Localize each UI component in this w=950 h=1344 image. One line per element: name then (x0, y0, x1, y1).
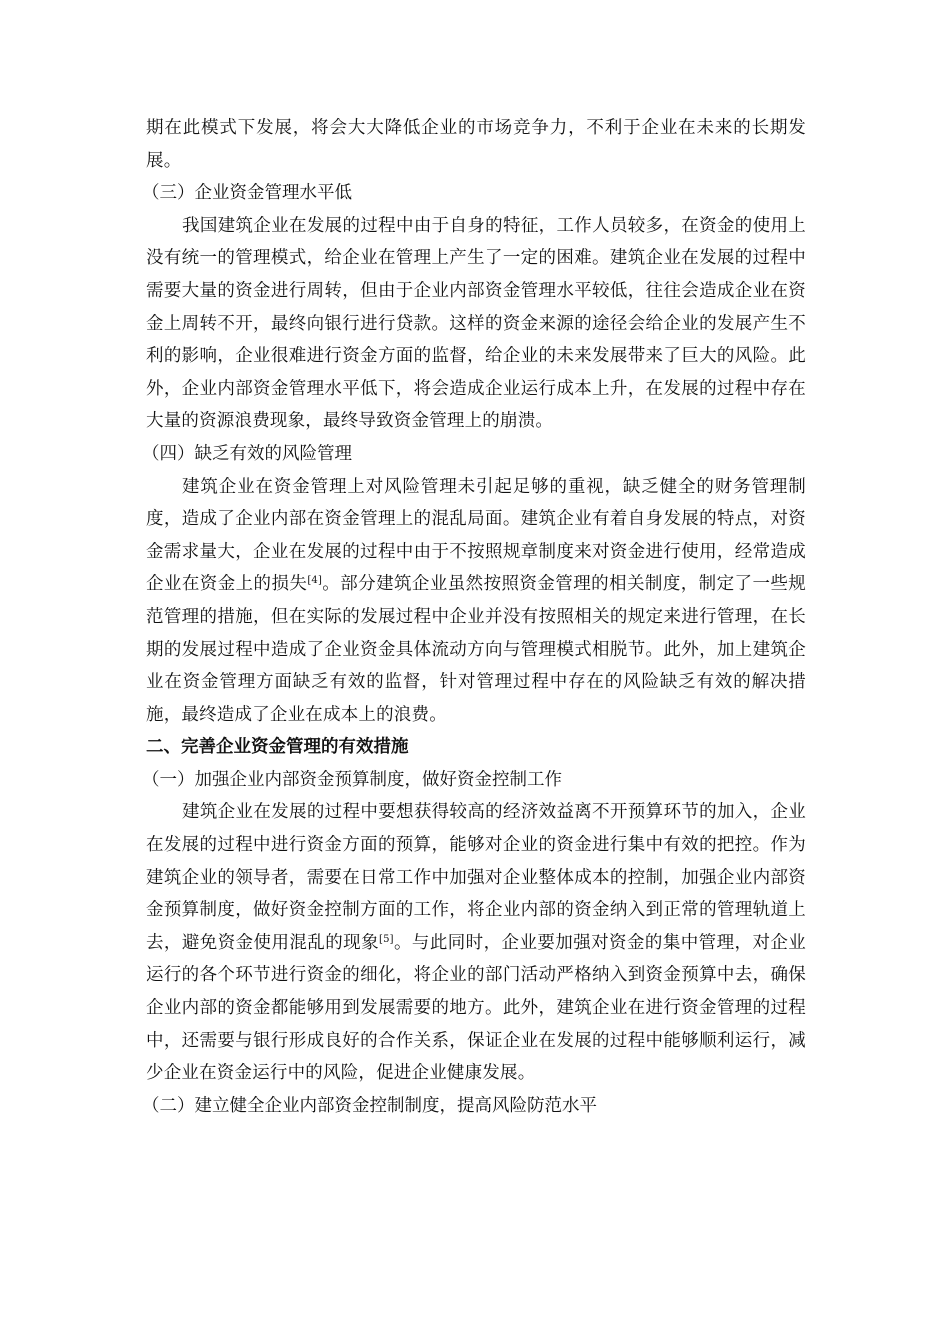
measure-1-text-part2: 。与此同时，企业要加强对资金的集中管理，对企业运行的各个环节进行资金的细化，将企业的部门活动严格纳入到资金预算中去，确保企业内部的资金都能够用到发展需要的地方。此外，建筑企业在进行资金管理的过程中，还需要与银行形成良好的合作关系，保证企业在发展的过程中能够顺利运行，减少企业在资金运行中的风险，促进企业健康发展。 (146, 932, 806, 1084)
continuation-paragraph: 期在此模式下发展，将会大大降低企业的市场竞争力，不利于企业在未来的长期发展。 (146, 118, 806, 171)
section-4-text-part1: 建筑企业在资金管理上对风险管理未引起足够的重视，缺乏健全的财务管理制度，造成了企业内部在资金管理上的混乱局面。建筑企业有着自身发展的特点，对资金需求量大，企业在发展的过程中由于不按照规章制度来对资金进行使用，经常造成企业在资金上的损失 (146, 476, 806, 595)
measure-2-heading: （二）建立健全企业内部资金控制制度，提高风险防范水平 (142, 1095, 597, 1116)
measure-1-paragraph (146, 796, 806, 1089)
section-3-paragraph: 我国建筑企业在发展的过程中由于自身的特征，工作人员较多，在资金的使用上没有统一的管理模式，给企业在管理上产生了一定的困难。建筑企业在发展的过程中需要大量的资金进行周转，但由于企业内部资金管理水平较低，往往会造成企业在资金上周转不开，最终向银行进行贷款。这样的资金来源的途径会给企业的发展产生不利的影响，企业很难进行资金方面的监督，给企业的未来发展带来了巨大的风险。此外，企业内部资金管理水平低下，将会造成企业运行成本上升，在发展的过程中存在大量的资源浪费现象，最终导致资金管理上的崩溃。 (146, 215, 806, 432)
section-4-paragraph (146, 471, 806, 732)
section-4-heading: （四）缺乏有效的风险管理 (142, 443, 352, 464)
section-3-heading: （三）企业资金管理水平低 (142, 183, 352, 204)
document-page (142, 112, 806, 1122)
measure-1-heading: （一）加强企业内部资金预算制度，做好资金控制工作 (142, 769, 562, 790)
section-4-text-part2: 。部分建筑企业虽然按照资金管理的相关制度，制定了一些规范管理的措施，但在实际的发展过程中企业并没有按照相关的规定来进行管理，在长期的发展过程中造成了企业资金具体流动方向与管理模式相脱节。此外，加上建筑企业在资金管理方面缺乏有效的监督，针对管理过程中存在的风险缺乏有效的解决措施，最终造成了企业在成本上的浪费。 (146, 574, 806, 725)
citation-ref-4: [4] (307, 575, 323, 587)
part-2-heading: 二、完善企业资金管理的有效措施 (146, 737, 409, 758)
citation-ref-5: [5] (379, 933, 394, 945)
measure-1-text-part1: 建筑企业在发展的过程中要想获得较高的经济效益离不开预算环节的加入，企业在发展的过程中进行资金方面的预算，能够对企业的资金进行集中有效的把控。作为建筑企业的领导者，需要在日常工作中加强对企业整体成本的控制，加强企业内部资金预算制度，做好资金控制方面的工作，将企业内部的资金纳入到正常的管理轨道上去，避免资金使用混乱的现象 (146, 802, 806, 953)
